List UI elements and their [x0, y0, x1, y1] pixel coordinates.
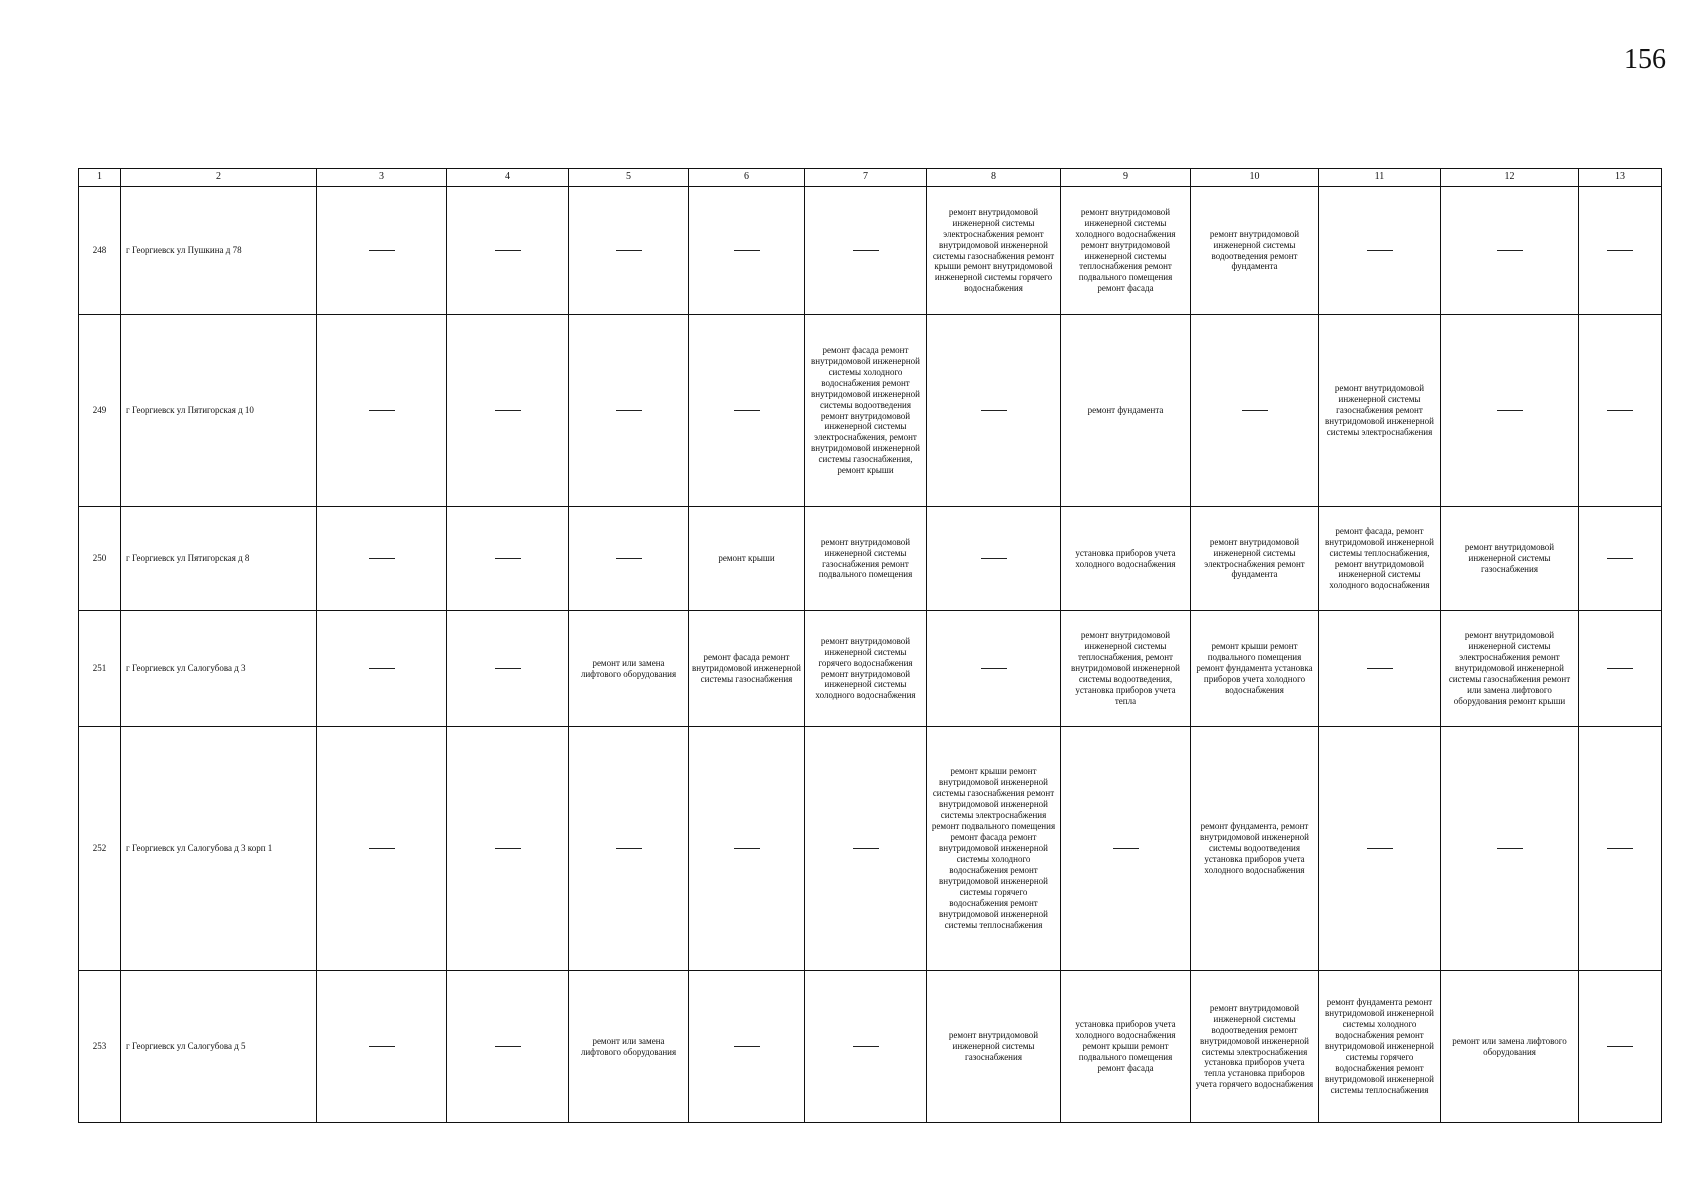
- dash-mark: [853, 1046, 879, 1047]
- dash-mark: [853, 848, 879, 849]
- work-type-cell: ремонт внутридомовой инженерной системы электроснабжения ремонт фундамента: [1191, 507, 1319, 611]
- dash-mark: [616, 848, 642, 849]
- table-row: [79, 315, 1662, 507]
- dash-mark: [1367, 250, 1393, 251]
- dash-mark: [369, 250, 395, 251]
- dash-mark: [369, 848, 395, 849]
- work-type-cell: [447, 187, 569, 315]
- table-row: [79, 727, 1662, 971]
- work-type-cell: [317, 315, 447, 507]
- work-type-cell: [927, 507, 1061, 611]
- dash-mark: [369, 558, 395, 559]
- address-cell: г Георгиевск ул Салогубова д 3: [121, 611, 317, 727]
- dash-mark: [495, 250, 521, 251]
- dash-mark: [734, 1046, 760, 1047]
- work-type-cell: ремонт крыши ремонт внутридомовой инженерной системы газоснабжения ремонт внутридомовой инженерной системы электроснабжения ремонт подвального помещения ремонт фасада ремонт внутридомовой инженерной системы холодного водоснабжения ремонт внутридомовой инженерной системы горячего водоснабжения ремонт внутридомовой инженерной системы теплоснабжения: [927, 727, 1061, 971]
- work-type-cell: [569, 727, 689, 971]
- dash-mark: [1497, 848, 1523, 849]
- repair-schedule-table: [78, 168, 1662, 1123]
- dash-mark: [734, 250, 760, 251]
- table-body: [79, 187, 1662, 1123]
- row-number-cell: 248: [79, 187, 121, 315]
- work-type-cell: ремонт внутридомовой инженерной системы электроснабжения ремонт внутридомовой инженерной системы газоснабжения ремонт или замена лифтового оборудования ремонт крыши: [1441, 611, 1579, 727]
- dash-mark: [1242, 410, 1268, 411]
- dash-mark: [981, 558, 1007, 559]
- work-type-cell: [447, 611, 569, 727]
- work-type-cell: ремонт внутридомовой инженерной системы электроснабжения ремонт внутридомовой инженерной системы газоснабжения ремонт крыши ремонт внутридомовой инженерной системы горячего водоснабжения: [927, 187, 1061, 315]
- work-type-cell: [447, 507, 569, 611]
- dash-mark: [369, 668, 395, 669]
- work-type-cell: ремонт внутридомовой инженерной системы газоснабжения ремонт внутридомовой инженерной системы электроснабжения: [1319, 315, 1441, 507]
- work-type-cell: ремонт фундамента, ремонт внутридомовой инженерной системы водоотведения установка приборов учета холодного водоснабжения: [1191, 727, 1319, 971]
- dash-mark: [495, 668, 521, 669]
- dash-mark: [981, 668, 1007, 669]
- work-type-cell: ремонт фундамента ремонт внутридомовой инженерной системы холодного водоснабжения ремонт внутридомовой инженерной системы горячего водоснабжения ремонт внутридомовой инженерной системы теплоснабжения: [1319, 971, 1441, 1123]
- dash-mark: [495, 410, 521, 411]
- column-number-header: 3: [317, 169, 447, 187]
- work-type-cell: ремонт крыши: [689, 507, 805, 611]
- dash-mark: [734, 410, 760, 411]
- work-type-cell: [689, 315, 805, 507]
- address-cell: г Георгиевск ул Пятигорская д 10: [121, 315, 317, 507]
- dash-mark: [1367, 668, 1393, 669]
- work-type-cell: [1319, 187, 1441, 315]
- work-type-cell: [569, 315, 689, 507]
- dash-mark: [1607, 1046, 1633, 1047]
- work-type-cell: [689, 187, 805, 315]
- column-number-header: 12: [1441, 169, 1579, 187]
- address-cell: г Георгиевск ул Пушкина д 78: [121, 187, 317, 315]
- dash-mark: [616, 558, 642, 559]
- page-number: 156: [1624, 44, 1666, 75]
- work-type-cell: [447, 315, 569, 507]
- column-number-header: 6: [689, 169, 805, 187]
- dash-mark: [1113, 848, 1139, 849]
- work-type-cell: ремонт фасада ремонт внутридомовой инженерной системы холодного водоснабжения ремонт внутридомовой инженерной системы водоотведения ремонт внутридомовой инженерной системы электроснабжения, ремонт внутридомовой инженерной системы газоснабжения, ремонт крыши: [805, 315, 927, 507]
- dash-mark: [495, 558, 521, 559]
- work-type-cell: [927, 315, 1061, 507]
- work-type-cell: [1319, 611, 1441, 727]
- row-number-cell: 249: [79, 315, 121, 507]
- column-number-header: 1: [79, 169, 121, 187]
- work-type-cell: [569, 507, 689, 611]
- work-type-cell: [1579, 971, 1662, 1123]
- address-cell: г Георгиевск ул Пятигорская д 8: [121, 507, 317, 611]
- dash-mark: [1607, 410, 1633, 411]
- work-type-cell: [805, 187, 927, 315]
- table-row: [79, 611, 1662, 727]
- dash-mark: [495, 848, 521, 849]
- work-type-cell: [1061, 727, 1191, 971]
- work-type-cell: [1191, 315, 1319, 507]
- column-number-header: 9: [1061, 169, 1191, 187]
- work-type-cell: [1579, 507, 1662, 611]
- work-type-cell: ремонт внутридомовой инженерной системы газоснабжения: [1441, 507, 1579, 611]
- work-type-cell: [317, 971, 447, 1123]
- work-type-cell: [1579, 315, 1662, 507]
- work-type-cell: установка приборов учета холодного водоснабжения: [1061, 507, 1191, 611]
- work-type-cell: [447, 727, 569, 971]
- dash-mark: [1497, 250, 1523, 251]
- work-type-cell: ремонт или замена лифтового оборудования: [1441, 971, 1579, 1123]
- dash-mark: [1607, 848, 1633, 849]
- work-type-cell: [317, 727, 447, 971]
- row-number-cell: 250: [79, 507, 121, 611]
- work-type-cell: ремонт внутридомовой инженерной системы водоотведения ремонт фундамента: [1191, 187, 1319, 315]
- work-type-cell: ремонт внутридомовой инженерной системы газоснабжения: [927, 971, 1061, 1123]
- row-number-cell: 252: [79, 727, 121, 971]
- dash-mark: [981, 410, 1007, 411]
- dash-mark: [616, 250, 642, 251]
- column-number-header: 13: [1579, 169, 1662, 187]
- work-type-cell: [689, 971, 805, 1123]
- work-type-cell: ремонт внутридомовой инженерной системы газоснабжения ремонт подвального помещения: [805, 507, 927, 611]
- work-type-cell: ремонт крыши ремонт подвального помещения ремонт фундамента установка приборов учета холодного водоснабжения: [1191, 611, 1319, 727]
- work-type-cell: ремонт внутридомовой инженерной системы горячего водоснабжения ремонт внутридомовой инженерной системы холодного водоснабжения: [805, 611, 927, 727]
- work-type-cell: установка приборов учета холодного водоснабжения ремонт крыши ремонт подвального помещения ремонт фасада: [1061, 971, 1191, 1123]
- column-number-row: [79, 169, 1662, 187]
- work-type-cell: ремонт фундамента: [1061, 315, 1191, 507]
- column-number-header: 4: [447, 169, 569, 187]
- work-type-cell: [805, 727, 927, 971]
- work-type-cell: [1441, 315, 1579, 507]
- work-type-cell: [1579, 187, 1662, 315]
- dash-mark: [734, 848, 760, 849]
- dash-mark: [1607, 558, 1633, 559]
- column-number-header: 11: [1319, 169, 1441, 187]
- work-type-cell: ремонт внутридомовой инженерной системы водоотведения ремонт внутридомовой инженерной системы электроснабжения установка приборов учета тепла установка приборов учета горячего водоснабжения: [1191, 971, 1319, 1123]
- dash-mark: [1607, 668, 1633, 669]
- column-number-header: 5: [569, 169, 689, 187]
- dash-mark: [369, 410, 395, 411]
- table-row: [79, 971, 1662, 1123]
- dash-mark: [616, 410, 642, 411]
- table-row: [79, 507, 1662, 611]
- table-row: [79, 187, 1662, 315]
- dash-mark: [1497, 410, 1523, 411]
- dash-mark: [1367, 848, 1393, 849]
- work-type-cell: ремонт фасада, ремонт внутридомовой инженерной системы теплоснабжения, ремонт внутридомовой инженерной системы холодного водоснабжения: [1319, 507, 1441, 611]
- work-type-cell: ремонт или замена лифтового оборудования: [569, 611, 689, 727]
- address-cell: г Георгиевск ул Салогубова д 3 корп 1: [121, 727, 317, 971]
- work-type-cell: [689, 727, 805, 971]
- column-number-header: 10: [1191, 169, 1319, 187]
- dash-mark: [1607, 250, 1633, 251]
- work-type-cell: [317, 187, 447, 315]
- address-cell: г Георгиевск ул Салогубова д 5: [121, 971, 317, 1123]
- work-type-cell: ремонт фасада ремонт внутридомовой инженерной системы газоснабжения: [689, 611, 805, 727]
- work-type-cell: ремонт внутридомовой инженерной системы холодного водоснабжения ремонт внутридомовой инженерной системы теплоснабжения ремонт подвального помещения ремонт фасада: [1061, 187, 1191, 315]
- work-type-cell: [447, 971, 569, 1123]
- work-type-cell: [1319, 727, 1441, 971]
- work-type-cell: [1441, 187, 1579, 315]
- work-type-cell: [1579, 727, 1662, 971]
- column-number-header: 7: [805, 169, 927, 187]
- column-number-header: 2: [121, 169, 317, 187]
- work-type-cell: [1579, 611, 1662, 727]
- work-type-cell: ремонт или замена лифтового оборудования: [569, 971, 689, 1123]
- work-type-cell: [805, 971, 927, 1123]
- work-type-cell: [927, 611, 1061, 727]
- work-type-cell: [569, 187, 689, 315]
- row-number-cell: 253: [79, 971, 121, 1123]
- column-number-header: 8: [927, 169, 1061, 187]
- dash-mark: [853, 250, 879, 251]
- row-number-cell: 251: [79, 611, 121, 727]
- work-type-cell: [317, 611, 447, 727]
- work-type-cell: [317, 507, 447, 611]
- dash-mark: [369, 1046, 395, 1047]
- work-type-cell: ремонт внутридомовой инженерной системы теплоснабжения, ремонт внутридомовой инженерной системы водоотведения, установка приборов учета тепла: [1061, 611, 1191, 727]
- work-type-cell: [1441, 727, 1579, 971]
- dash-mark: [495, 1046, 521, 1047]
